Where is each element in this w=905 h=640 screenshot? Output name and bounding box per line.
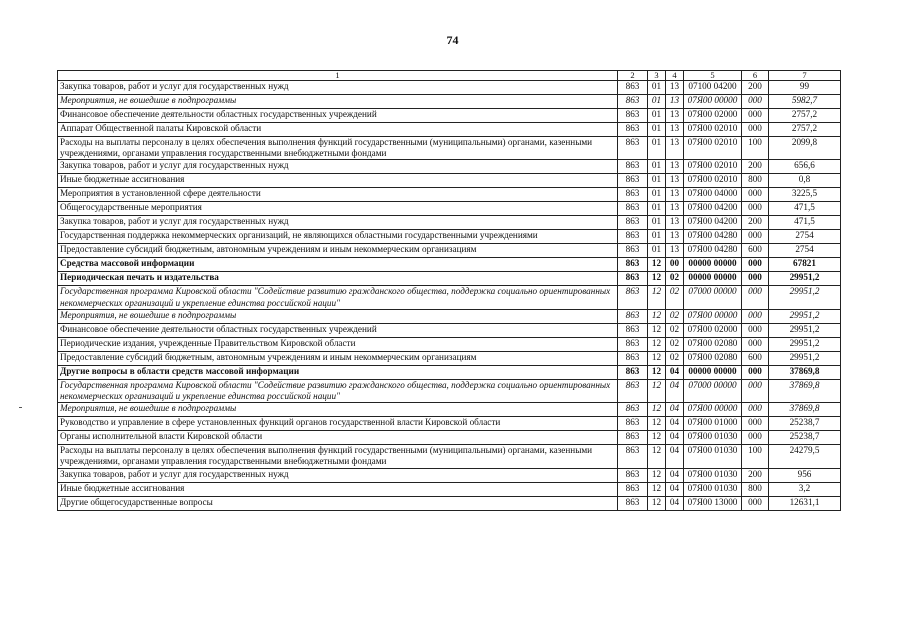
row-section-cell: 12 [648,482,666,496]
table-row [58,417,841,431]
row-expense-type-cell: 000 [742,323,769,337]
table-row [58,123,841,137]
table-row [58,216,841,230]
row-name-cell: Финансовое обеспечение деятельности областных государственных учреждений [58,109,618,123]
row-amount-cell: 471,5 [769,202,841,216]
row-amount-cell: 471,5 [769,216,841,230]
row-name-cell: Закупка товаров, работ и услуг для государственных нужд [58,216,618,230]
row-expense-type-cell: 200 [742,468,769,482]
row-target-article-cell: 07Я00 00000 [684,309,742,323]
row-name-cell: Финансовое обеспечение деятельности областных государственных учреждений [58,323,618,337]
table-row [58,365,841,379]
row-subsection-cell: 13 [666,188,684,202]
row-section-cell: 01 [648,230,666,244]
row-subsection-cell: 13 [666,202,684,216]
row-target-article-cell: 07Я00 04200 [684,202,742,216]
row-section-cell: 12 [648,417,666,431]
row-expense-type-cell: 200 [742,216,769,230]
row-ved-cell: 863 [618,137,648,160]
row-ved-cell: 863 [618,230,648,244]
row-ved-cell: 863 [618,258,648,272]
row-target-article-cell: 07Я00 02080 [684,351,742,365]
row-target-article-cell: 07Я00 02010 [684,137,742,160]
row-ved-cell: 863 [618,244,648,258]
row-subsection-cell: 02 [666,309,684,323]
row-amount-cell: 29951,2 [769,286,841,309]
row-amount-cell: 29951,2 [769,272,841,286]
row-target-article-cell: 07Я00 02000 [684,109,742,123]
row-amount-cell: 0,8 [769,174,841,188]
header-cell-1: 1 [58,71,618,81]
row-ved-cell: 863 [618,160,648,174]
row-target-article-cell: 07Я00 00000 [684,403,742,417]
row-subsection-cell: 13 [666,244,684,258]
row-ved-cell: 863 [618,216,648,230]
row-section-cell: 01 [648,216,666,230]
table-row [58,81,841,95]
row-ved-cell: 863 [618,468,648,482]
row-amount-cell: 37869,8 [769,403,841,417]
row-amount-cell: 2757,2 [769,109,841,123]
header-cell-4: 4 [666,71,684,81]
row-expense-type-cell: 000 [742,337,769,351]
table-row [58,188,841,202]
row-subsection-cell: 13 [666,109,684,123]
row-section-cell: 01 [648,160,666,174]
row-expense-type-cell: 200 [742,81,769,95]
row-target-article-cell: 07Я00 02080 [684,337,742,351]
row-subsection-cell: 13 [666,160,684,174]
table-row [58,286,841,309]
row-amount-cell: 67821 [769,258,841,272]
row-ved-cell: 863 [618,431,648,445]
row-name-cell: Периодические издания, учрежденные Правительством Кировской области [58,337,618,351]
row-amount-cell: 2754 [769,244,841,258]
row-name-cell: Другие общегосударственные вопросы [58,496,618,510]
row-target-article-cell: 07Я00 01030 [684,445,742,468]
table-row [58,137,841,160]
header-cell-7: 7 [769,71,841,81]
row-target-article-cell: 07Я00 04280 [684,244,742,258]
table-row [58,379,841,402]
row-expense-type-cell: 000 [742,188,769,202]
row-ved-cell: 863 [618,337,648,351]
table-row [58,431,841,445]
table-row [58,95,841,109]
budget-table [57,70,841,511]
row-target-article-cell: 07Я00 02010 [684,174,742,188]
row-section-cell: 12 [648,258,666,272]
row-subsection-cell: 04 [666,496,684,510]
row-subsection-cell: 13 [666,174,684,188]
row-target-article-cell: 07Я00 02000 [684,323,742,337]
row-subsection-cell: 04 [666,431,684,445]
row-name-cell: Мероприятия в установленной сфере деятельности [58,188,618,202]
table-row [58,174,841,188]
row-section-cell: 12 [648,272,666,286]
row-name-cell: Органы исполнительной власти Кировской области [58,431,618,445]
row-name-cell: Закупка товаров, работ и услуг для государственных нужд [58,81,618,95]
row-name-cell: Другие вопросы в области средств массовой информации [58,365,618,379]
row-ved-cell: 863 [618,482,648,496]
row-section-cell: 01 [648,244,666,258]
row-section-cell: 01 [648,95,666,109]
row-name-cell: Государственная программа Кировской области "Содействие развитию гражданского общества, поддержка социально ориентированных некоммерческих организаций и укрепление единства российской нации" [58,286,618,309]
row-amount-cell: 2757,2 [769,123,841,137]
row-expense-type-cell: 800 [742,482,769,496]
table-header-row [58,71,841,81]
table-row [58,109,841,123]
row-amount-cell: 2754 [769,230,841,244]
row-target-article-cell: 07Я00 01030 [684,482,742,496]
row-expense-type-cell: 100 [742,137,769,160]
row-target-article-cell: 07Я00 00000 [684,95,742,109]
row-section-cell: 12 [648,445,666,468]
row-name-cell: Иные бюджетные ассигнования [58,174,618,188]
row-subsection-cell: 02 [666,272,684,286]
row-amount-cell: 29951,2 [769,337,841,351]
row-name-cell: Предоставление субсидий бюджетным, автономным учреждениям и иным некоммерческим организациям [58,351,618,365]
table-row [58,244,841,258]
row-target-article-cell: 07Я00 01030 [684,431,742,445]
row-ved-cell: 863 [618,109,648,123]
table-body [58,81,841,511]
row-target-article-cell: 00000 00000 [684,365,742,379]
row-amount-cell: 37869,8 [769,379,841,402]
row-subsection-cell: 04 [666,445,684,468]
row-target-article-cell: 00000 00000 [684,258,742,272]
row-section-cell: 12 [648,468,666,482]
row-subsection-cell: 04 [666,365,684,379]
row-amount-cell: 12631,1 [769,496,841,510]
row-expense-type-cell: 000 [742,309,769,323]
row-ved-cell: 863 [618,323,648,337]
row-section-cell: 12 [648,403,666,417]
row-subsection-cell: 02 [666,337,684,351]
row-subsection-cell: 02 [666,323,684,337]
row-target-article-cell: 07000 00000 [684,286,742,309]
row-subsection-cell: 13 [666,230,684,244]
row-name-cell: Общегосударственные мероприятия [58,202,618,216]
row-name-cell: Мероприятия, не вошедшие в подпрограммы [58,403,618,417]
row-subsection-cell: 04 [666,468,684,482]
table-row [58,468,841,482]
row-ved-cell: 863 [618,286,648,309]
header-cell-5: 5 [684,71,742,81]
row-name-cell: Мероприятия, не вошедшие в подпрограммы [58,309,618,323]
row-ved-cell: 863 [618,417,648,431]
row-name-cell: Предоставление субсидий бюджетным, автономным учреждениям и иным некоммерческим организациям [58,244,618,258]
row-subsection-cell: 04 [666,417,684,431]
row-ved-cell: 863 [618,174,648,188]
row-ved-cell: 863 [618,351,648,365]
row-target-article-cell: 07Я00 04000 [684,188,742,202]
row-target-article-cell: 07Я00 04280 [684,230,742,244]
row-subsection-cell: 02 [666,351,684,365]
row-subsection-cell: 04 [666,482,684,496]
row-expense-type-cell: 600 [742,244,769,258]
row-name-cell: Аппарат Общественной палаты Кировской области [58,123,618,137]
row-amount-cell: 24279,5 [769,445,841,468]
row-ved-cell: 863 [618,309,648,323]
row-amount-cell: 29951,2 [769,351,841,365]
row-ved-cell: 863 [618,496,648,510]
row-ved-cell: 863 [618,202,648,216]
row-name-cell: Закупка товаров, работ и услуг для государственных нужд [58,160,618,174]
row-section-cell: 01 [648,174,666,188]
row-amount-cell: 2099,8 [769,137,841,160]
row-section-cell: 01 [648,123,666,137]
row-section-cell: 12 [648,309,666,323]
table-row [58,309,841,323]
row-ved-cell: 863 [618,379,648,402]
row-amount-cell: 29951,2 [769,309,841,323]
row-amount-cell: 3225,5 [769,188,841,202]
row-name-cell: Иные бюджетные ассигнования [58,482,618,496]
row-amount-cell: 3,2 [769,482,841,496]
row-expense-type-cell: 000 [742,379,769,402]
row-expense-type-cell: 100 [742,445,769,468]
row-ved-cell: 863 [618,188,648,202]
margin-mark [19,407,22,408]
row-amount-cell: 5982,7 [769,95,841,109]
row-ved-cell: 863 [618,365,648,379]
row-name-cell: Руководство и управление в сфере установленных функций органов государственной власти Кировской области [58,417,618,431]
row-subsection-cell: 13 [666,95,684,109]
table-row [58,482,841,496]
row-target-article-cell: 07000 00000 [684,379,742,402]
row-expense-type-cell: 000 [742,431,769,445]
row-section-cell: 12 [648,365,666,379]
row-expense-type-cell: 000 [742,258,769,272]
row-target-article-cell: 07Я00 13000 [684,496,742,510]
row-name-cell: Средства массовой информации [58,258,618,272]
row-subsection-cell: 04 [666,379,684,402]
row-ved-cell: 863 [618,81,648,95]
row-name-cell: Мероприятия, не вошедшие в подпрограммы [58,95,618,109]
row-target-article-cell: 07Я00 04200 [684,216,742,230]
row-subsection-cell: 13 [666,123,684,137]
row-amount-cell: 29951,2 [769,323,841,337]
row-section-cell: 12 [648,351,666,365]
row-amount-cell: 956 [769,468,841,482]
row-section-cell: 12 [648,496,666,510]
row-expense-type-cell: 000 [742,286,769,309]
row-subsection-cell: 13 [666,81,684,95]
page-number: 74 [446,33,459,47]
row-expense-type-cell: 800 [742,174,769,188]
row-target-article-cell: 07Я00 01030 [684,468,742,482]
header-cell-6: 6 [742,71,769,81]
table-row [58,160,841,174]
row-expense-type-cell: 000 [742,109,769,123]
row-subsection-cell: 00 [666,258,684,272]
row-subsection-cell: 13 [666,137,684,160]
row-section-cell: 01 [648,109,666,123]
row-expense-type-cell: 000 [742,202,769,216]
row-section-cell: 01 [648,202,666,216]
row-section-cell: 12 [648,337,666,351]
row-subsection-cell: 13 [666,216,684,230]
row-section-cell: 01 [648,81,666,95]
table-row [58,272,841,286]
row-expense-type-cell: 000 [742,496,769,510]
row-target-article-cell: 07Я00 01000 [684,417,742,431]
header-cell-2: 2 [618,71,648,81]
table-row [58,337,841,351]
row-target-article-cell: 07Я00 02010 [684,160,742,174]
row-name-cell: Расходы на выплаты персоналу в целях обеспечения выполнения функций государственными (муниципальными) органами, казенными учреждениями, органами управления государственными внебюджетными фондами [58,137,618,160]
row-expense-type-cell: 000 [742,230,769,244]
row-name-cell: Государственная поддержка некоммерческих организаций, не являющихся областными государственными учреждениями [58,230,618,244]
row-name-cell: Государственная программа Кировской области "Содействие развитию гражданского общества, поддержка социально ориентированных некоммерческих организаций и укрепление единства российской нации" [58,379,618,402]
row-ved-cell: 863 [618,403,648,417]
row-section-cell: 12 [648,431,666,445]
row-ved-cell: 863 [618,123,648,137]
row-target-article-cell: 00000 00000 [684,272,742,286]
row-expense-type-cell: 000 [742,123,769,137]
row-expense-type-cell: 000 [742,95,769,109]
row-target-article-cell: 07Я00 02010 [684,123,742,137]
row-amount-cell: 656,6 [769,160,841,174]
row-name-cell: Периодическая печать и издательства [58,272,618,286]
table-row [58,202,841,216]
row-ved-cell: 863 [618,445,648,468]
row-ved-cell: 863 [618,272,648,286]
row-section-cell: 01 [648,188,666,202]
header-cell-3: 3 [648,71,666,81]
row-expense-type-cell: 000 [742,403,769,417]
table-row [58,230,841,244]
row-expense-type-cell: 000 [742,417,769,431]
row-amount-cell: 37869,8 [769,365,841,379]
row-target-article-cell: 07100 04200 [684,81,742,95]
row-expense-type-cell: 200 [742,160,769,174]
row-amount-cell: 25238,7 [769,431,841,445]
table-row [58,351,841,365]
row-name-cell: Закупка товаров, работ и услуг для государственных нужд [58,468,618,482]
row-amount-cell: 25238,7 [769,417,841,431]
row-name-cell: Расходы на выплаты персоналу в целях обеспечения выполнения функций государственными (муниципальными) органами, казенными учреждениями, органами управления государственными внебюджетными фондами [58,445,618,468]
row-section-cell: 12 [648,286,666,309]
table-row [58,445,841,468]
table-row [58,323,841,337]
table-row [58,258,841,272]
row-section-cell: 01 [648,137,666,160]
row-amount-cell: 99 [769,81,841,95]
row-subsection-cell: 02 [666,286,684,309]
row-section-cell: 12 [648,379,666,402]
row-ved-cell: 863 [618,95,648,109]
row-expense-type-cell: 000 [742,272,769,286]
row-subsection-cell: 04 [666,403,684,417]
table-row [58,403,841,417]
row-section-cell: 12 [648,323,666,337]
row-expense-type-cell: 600 [742,351,769,365]
row-expense-type-cell: 000 [742,365,769,379]
table-row [58,496,841,510]
